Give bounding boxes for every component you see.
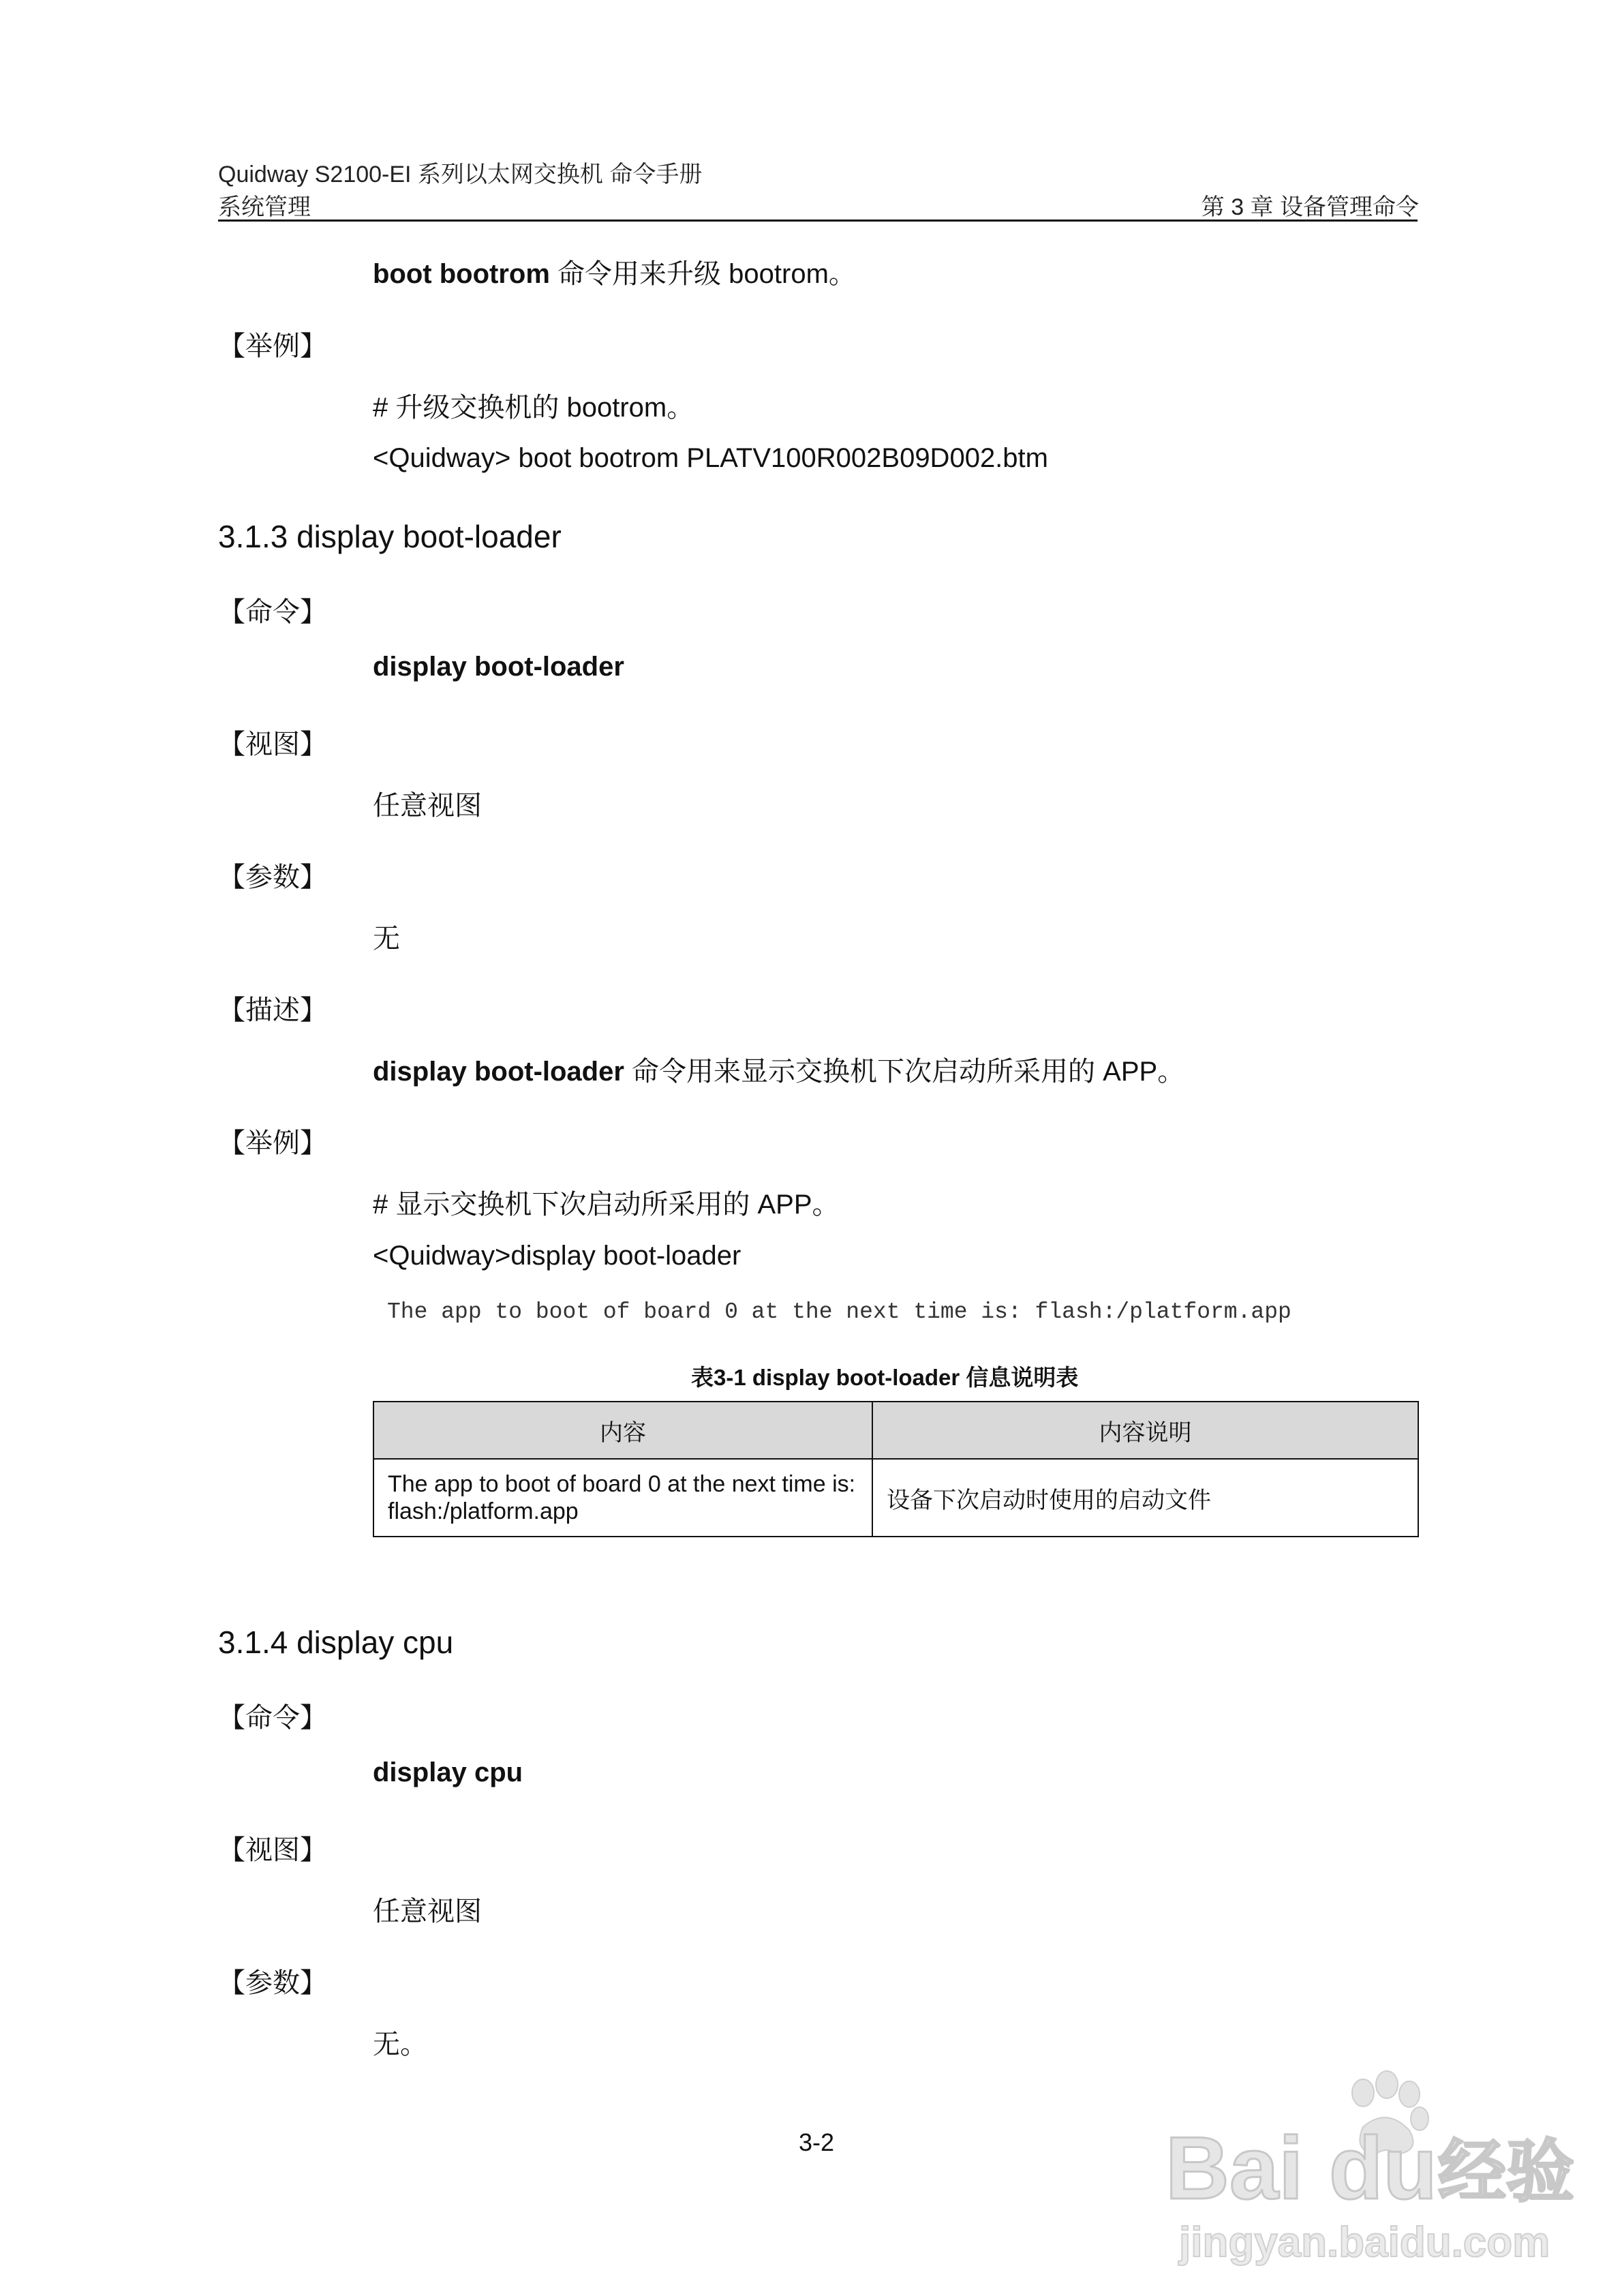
svg-text:Bai: Bai	[1165, 2118, 1304, 2218]
intro-description: 命令用来升级 bootrom。	[549, 259, 856, 289]
svg-text:du: du	[1329, 2118, 1437, 2218]
desc-313	[373, 1050, 1184, 1089]
desc-command-313: display boot-loader	[373, 1057, 624, 1087]
section-heading-313: 3.1.3 display boot-loader	[218, 519, 562, 554]
baidu-watermark-logo	[1159, 2066, 1574, 2270]
page-number: 3-2	[799, 2128, 835, 2156]
svg-text:经验: 经验	[1438, 2132, 1574, 2211]
command-tag-314: 【命令】	[218, 1702, 327, 1734]
command-314: display cpu	[373, 1757, 523, 1787]
view-313: 任意视图	[373, 791, 482, 821]
example-command: <Quidway> boot bootrom PLATV100R002B09D002.btm	[373, 443, 1048, 473]
intro-line	[373, 252, 856, 291]
command-tag-313: 【命令】	[218, 596, 327, 628]
example-comment: # 升级交换机的 bootrom。	[373, 393, 694, 423]
command-313: display boot-loader	[373, 652, 624, 682]
desc-tag-313: 【描述】	[218, 995, 327, 1026]
view-tag-314: 【视图】	[218, 1834, 327, 1866]
param-tag-313: 【参数】	[218, 862, 327, 893]
example-comment-313: # 显示交换机下次启动所采用的 APP。	[373, 1190, 840, 1220]
table-header-content: 内容	[373, 1402, 872, 1459]
table-cell-description: 设备下次启动时使用的启动文件	[872, 1459, 1418, 1537]
param-tag-314: 【参数】	[218, 1967, 327, 1999]
header-chapter: 第 3 章 设备管理命令	[1201, 194, 1419, 220]
svg-text:jingyan.baidu.com: jingyan.baidu.com	[1179, 2219, 1550, 2266]
example-tag-313: 【举例】	[218, 1128, 327, 1159]
desc-text-313: 命令用来显示交换机下次启动所采用的 APP。	[624, 1057, 1185, 1087]
example-tag: 【举例】	[218, 331, 327, 362]
section-heading-314: 3.1.4 display cpu	[218, 1625, 454, 1660]
table-cell-content: The app to boot of board 0 at the next time is: flash:/platform.app	[373, 1459, 872, 1537]
intro-command: boot bootrom	[373, 259, 550, 289]
table-row	[373, 1459, 1418, 1537]
param-314: 无。	[373, 2029, 427, 2059]
table-caption: 表3-1 display boot-loader 信息说明表	[691, 1365, 1079, 1390]
param-313: 无	[373, 924, 400, 954]
header-title: Quidway S2100-EI 系列以太网交换机 命令手册	[218, 162, 703, 187]
header-section: 系统管理	[218, 194, 311, 220]
table-header-description: 内容说明	[872, 1402, 1418, 1459]
view-tag-313: 【视图】	[218, 729, 327, 760]
example-command-313: <Quidway>display boot-loader	[373, 1241, 741, 1271]
view-314: 任意视图	[373, 1897, 482, 1927]
header-rule	[218, 220, 1418, 222]
table-header-row	[373, 1402, 1418, 1459]
command-output-313: The app to boot of board 0 at the next time is: flash:/platform.app	[387, 1299, 1291, 1325]
info-table	[373, 1401, 1419, 1537]
